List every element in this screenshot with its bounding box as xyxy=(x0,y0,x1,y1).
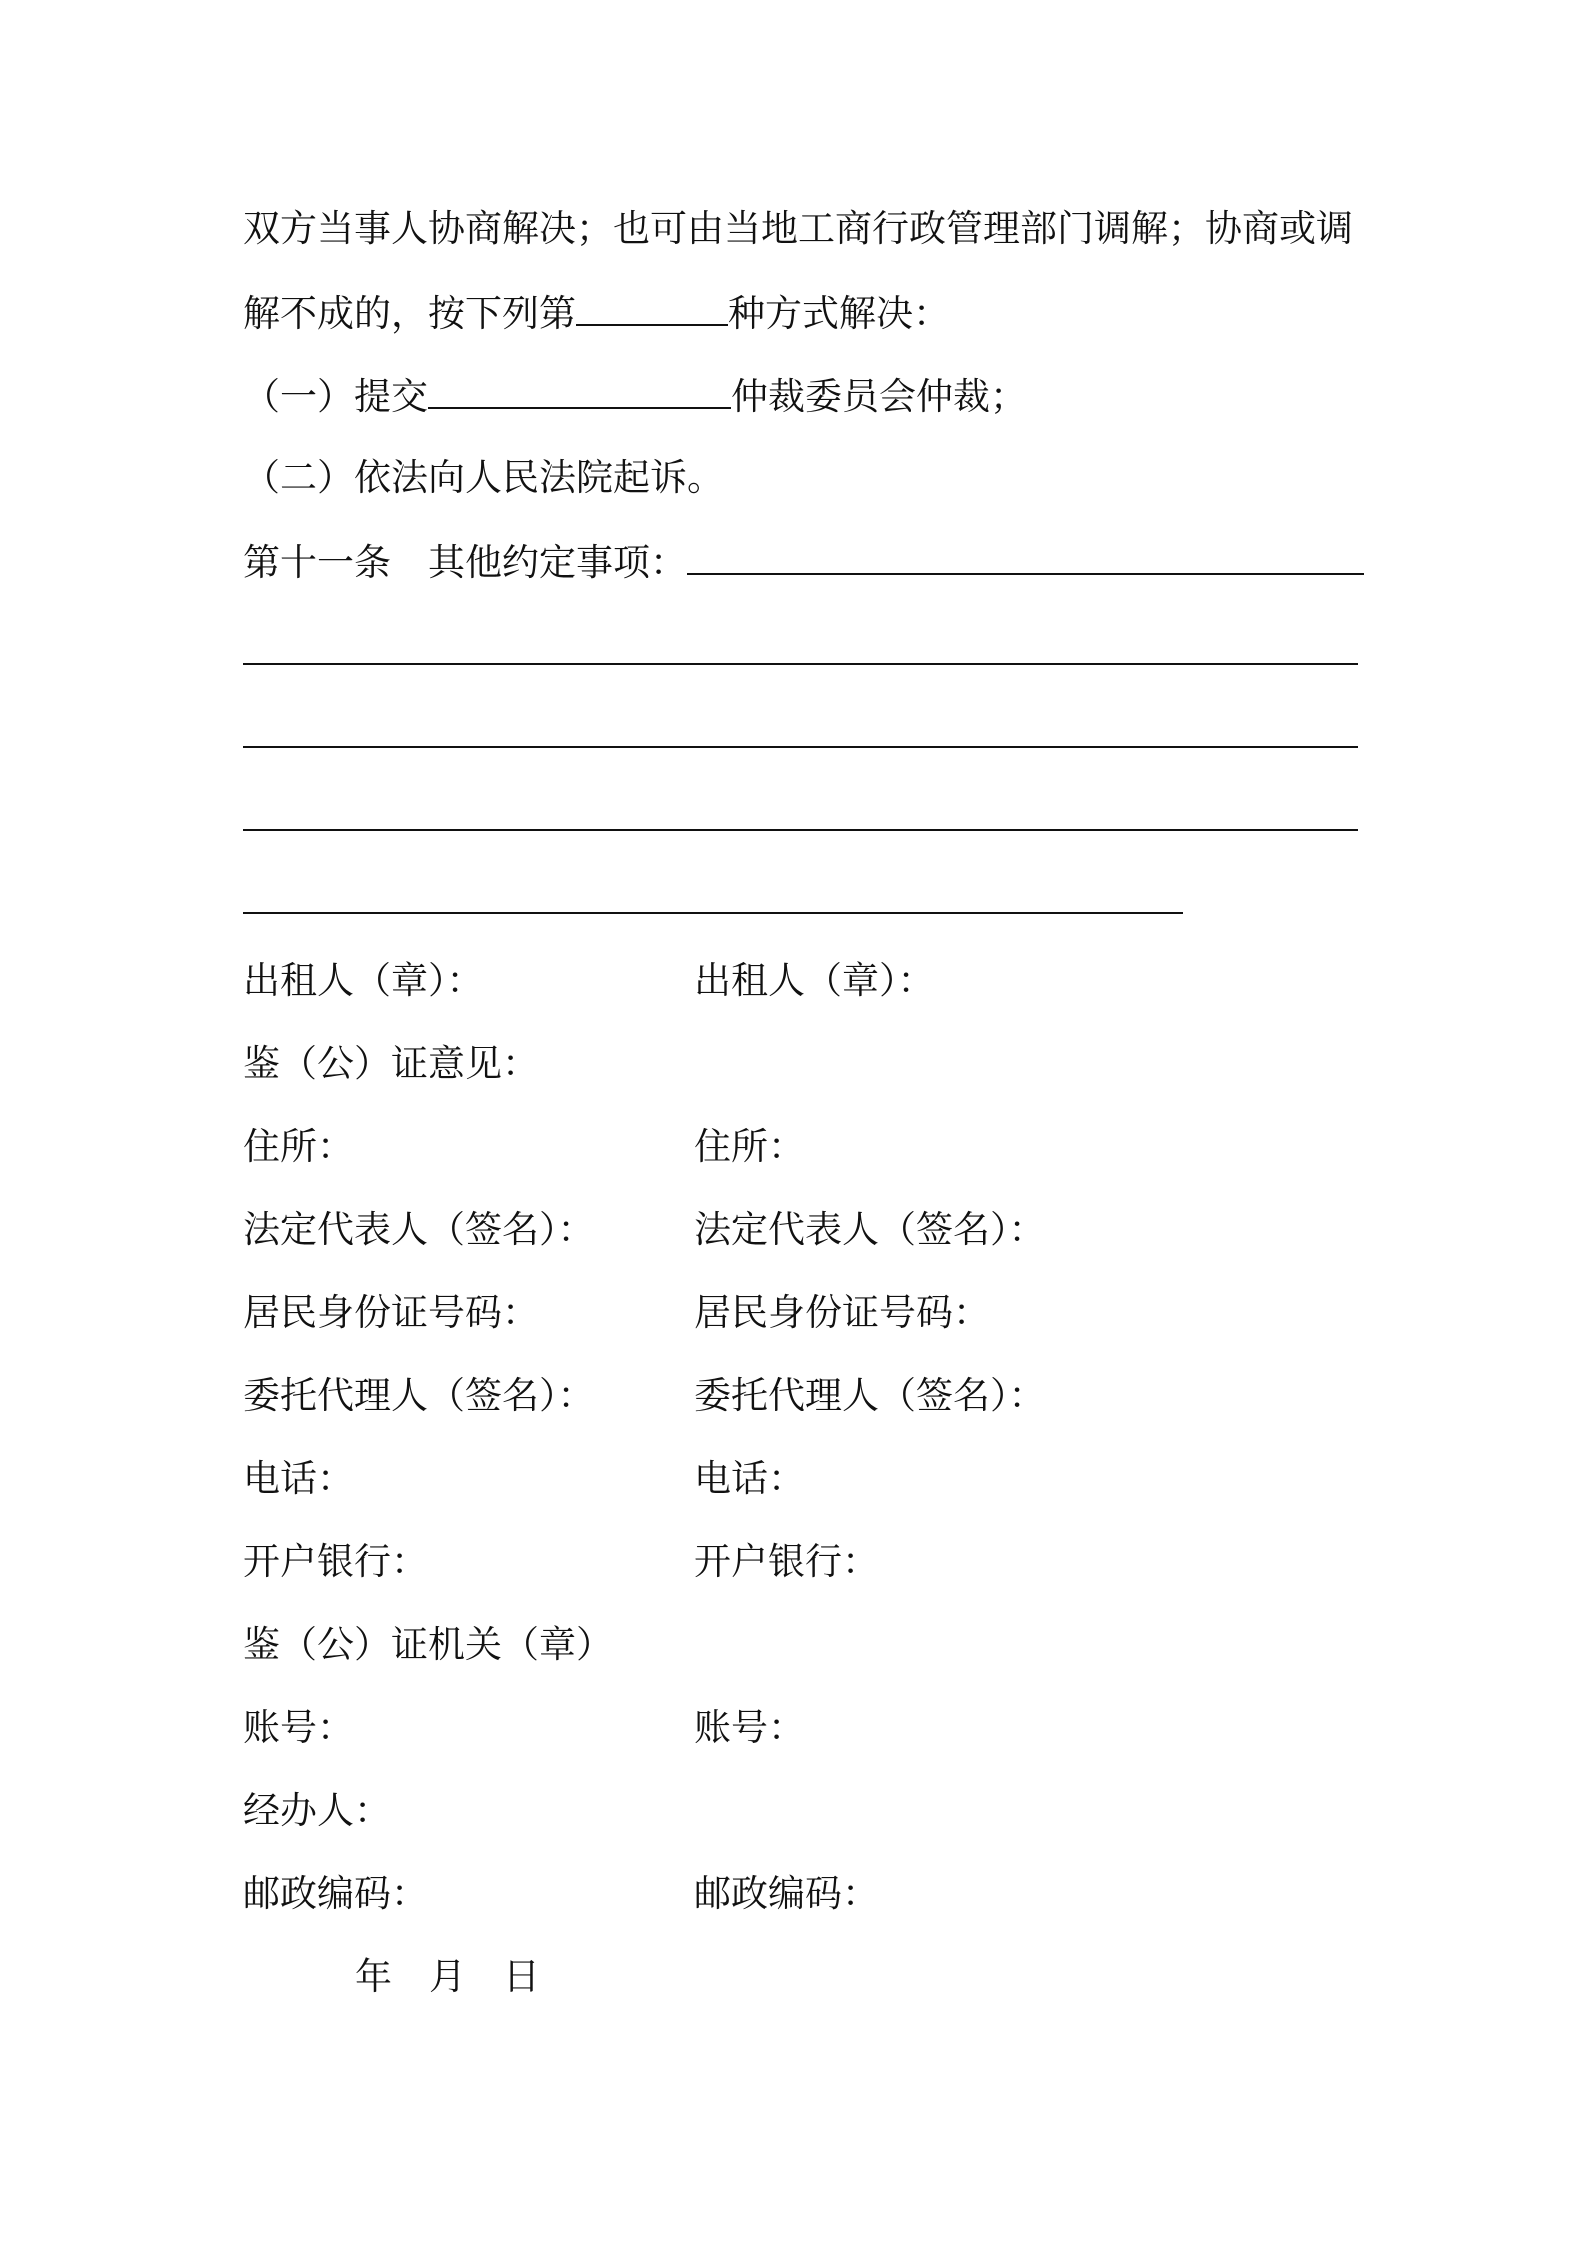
signature-row-4 xyxy=(243,1206,1046,1254)
option-1-line xyxy=(243,371,1027,419)
method-number-blank[interactable] xyxy=(576,288,728,326)
other-terms-blank-line-4[interactable] xyxy=(243,829,1358,831)
signature-row-9 xyxy=(243,1621,613,1669)
address-label: 住所： xyxy=(243,1125,354,1168)
notary-office-seal-label: 鉴（公）证机关（章） xyxy=(243,1623,613,1666)
date-line: 年 月 日 xyxy=(355,1955,540,1998)
signature-row-5 xyxy=(243,1289,990,1337)
signature-row-12 xyxy=(243,1870,879,1918)
legal-representative-label-right: 法定代表人（签名）： xyxy=(694,1208,1046,1251)
line-2-prefix: 解不成的，按下列第 xyxy=(243,292,576,335)
signature-row-2 xyxy=(243,1040,539,1088)
postal-code-label-right: 邮政编码： xyxy=(694,1872,879,1915)
paragraph-line-2 xyxy=(243,288,950,336)
other-terms-blank-first[interactable] xyxy=(687,537,1364,575)
arbitration-committee-blank[interactable] xyxy=(428,371,731,409)
id-number-label-right: 居民身份证号码： xyxy=(694,1291,990,1334)
signature-row-11 xyxy=(243,1787,391,1835)
account-label-right: 账号： xyxy=(694,1706,805,1749)
phone-label-right: 电话： xyxy=(694,1457,805,1500)
option-1-suffix: 仲裁委员会仲裁； xyxy=(731,375,1027,418)
paragraph-line-1: 双方当事人协商解决；也可由当地工商行政管理部门调解；协商或调 xyxy=(243,207,1353,250)
legal-representative-label: 法定代表人（签名）： xyxy=(243,1208,595,1251)
article-11-line xyxy=(243,537,1364,585)
other-terms-blank-line-2[interactable] xyxy=(243,663,1358,665)
signature-row-3 xyxy=(243,1123,805,1171)
handler-label: 经办人： xyxy=(243,1789,391,1832)
agent-label-right: 委托代理人（签名）： xyxy=(694,1374,1046,1417)
phone-label: 电话： xyxy=(243,1457,354,1500)
signature-row-1 xyxy=(243,957,935,1005)
bank-label: 开户银行： xyxy=(243,1540,428,1583)
option-1-prefix: （一）提交 xyxy=(243,375,428,418)
signature-row-10 xyxy=(243,1704,805,1752)
bank-label-right: 开户银行： xyxy=(694,1540,879,1583)
notary-opinion-label: 鉴（公）证意见： xyxy=(243,1042,539,1085)
signature-row-6 xyxy=(243,1372,1046,1420)
lessor-seal-label: 出租人（章）： xyxy=(243,959,484,1002)
article-11-label: 第十一条 其他约定事项： xyxy=(243,541,687,584)
address-label-right: 住所： xyxy=(694,1125,805,1168)
line-2-suffix: 种方式解决： xyxy=(728,292,950,335)
lessor-seal-label-right: 出租人（章）： xyxy=(694,959,935,1002)
id-number-label: 居民身份证号码： xyxy=(243,1291,539,1334)
account-label: 账号： xyxy=(243,1706,354,1749)
option-2-line: （二）依法向人民法院起诉。 xyxy=(243,456,724,499)
signature-row-8 xyxy=(243,1538,879,1586)
other-terms-blank-line-5[interactable] xyxy=(243,912,1183,914)
agent-label: 委托代理人（签名）： xyxy=(243,1374,595,1417)
signature-row-7 xyxy=(243,1455,805,1503)
other-terms-blank-line-3[interactable] xyxy=(243,746,1358,748)
postal-code-label: 邮政编码： xyxy=(243,1872,428,1915)
